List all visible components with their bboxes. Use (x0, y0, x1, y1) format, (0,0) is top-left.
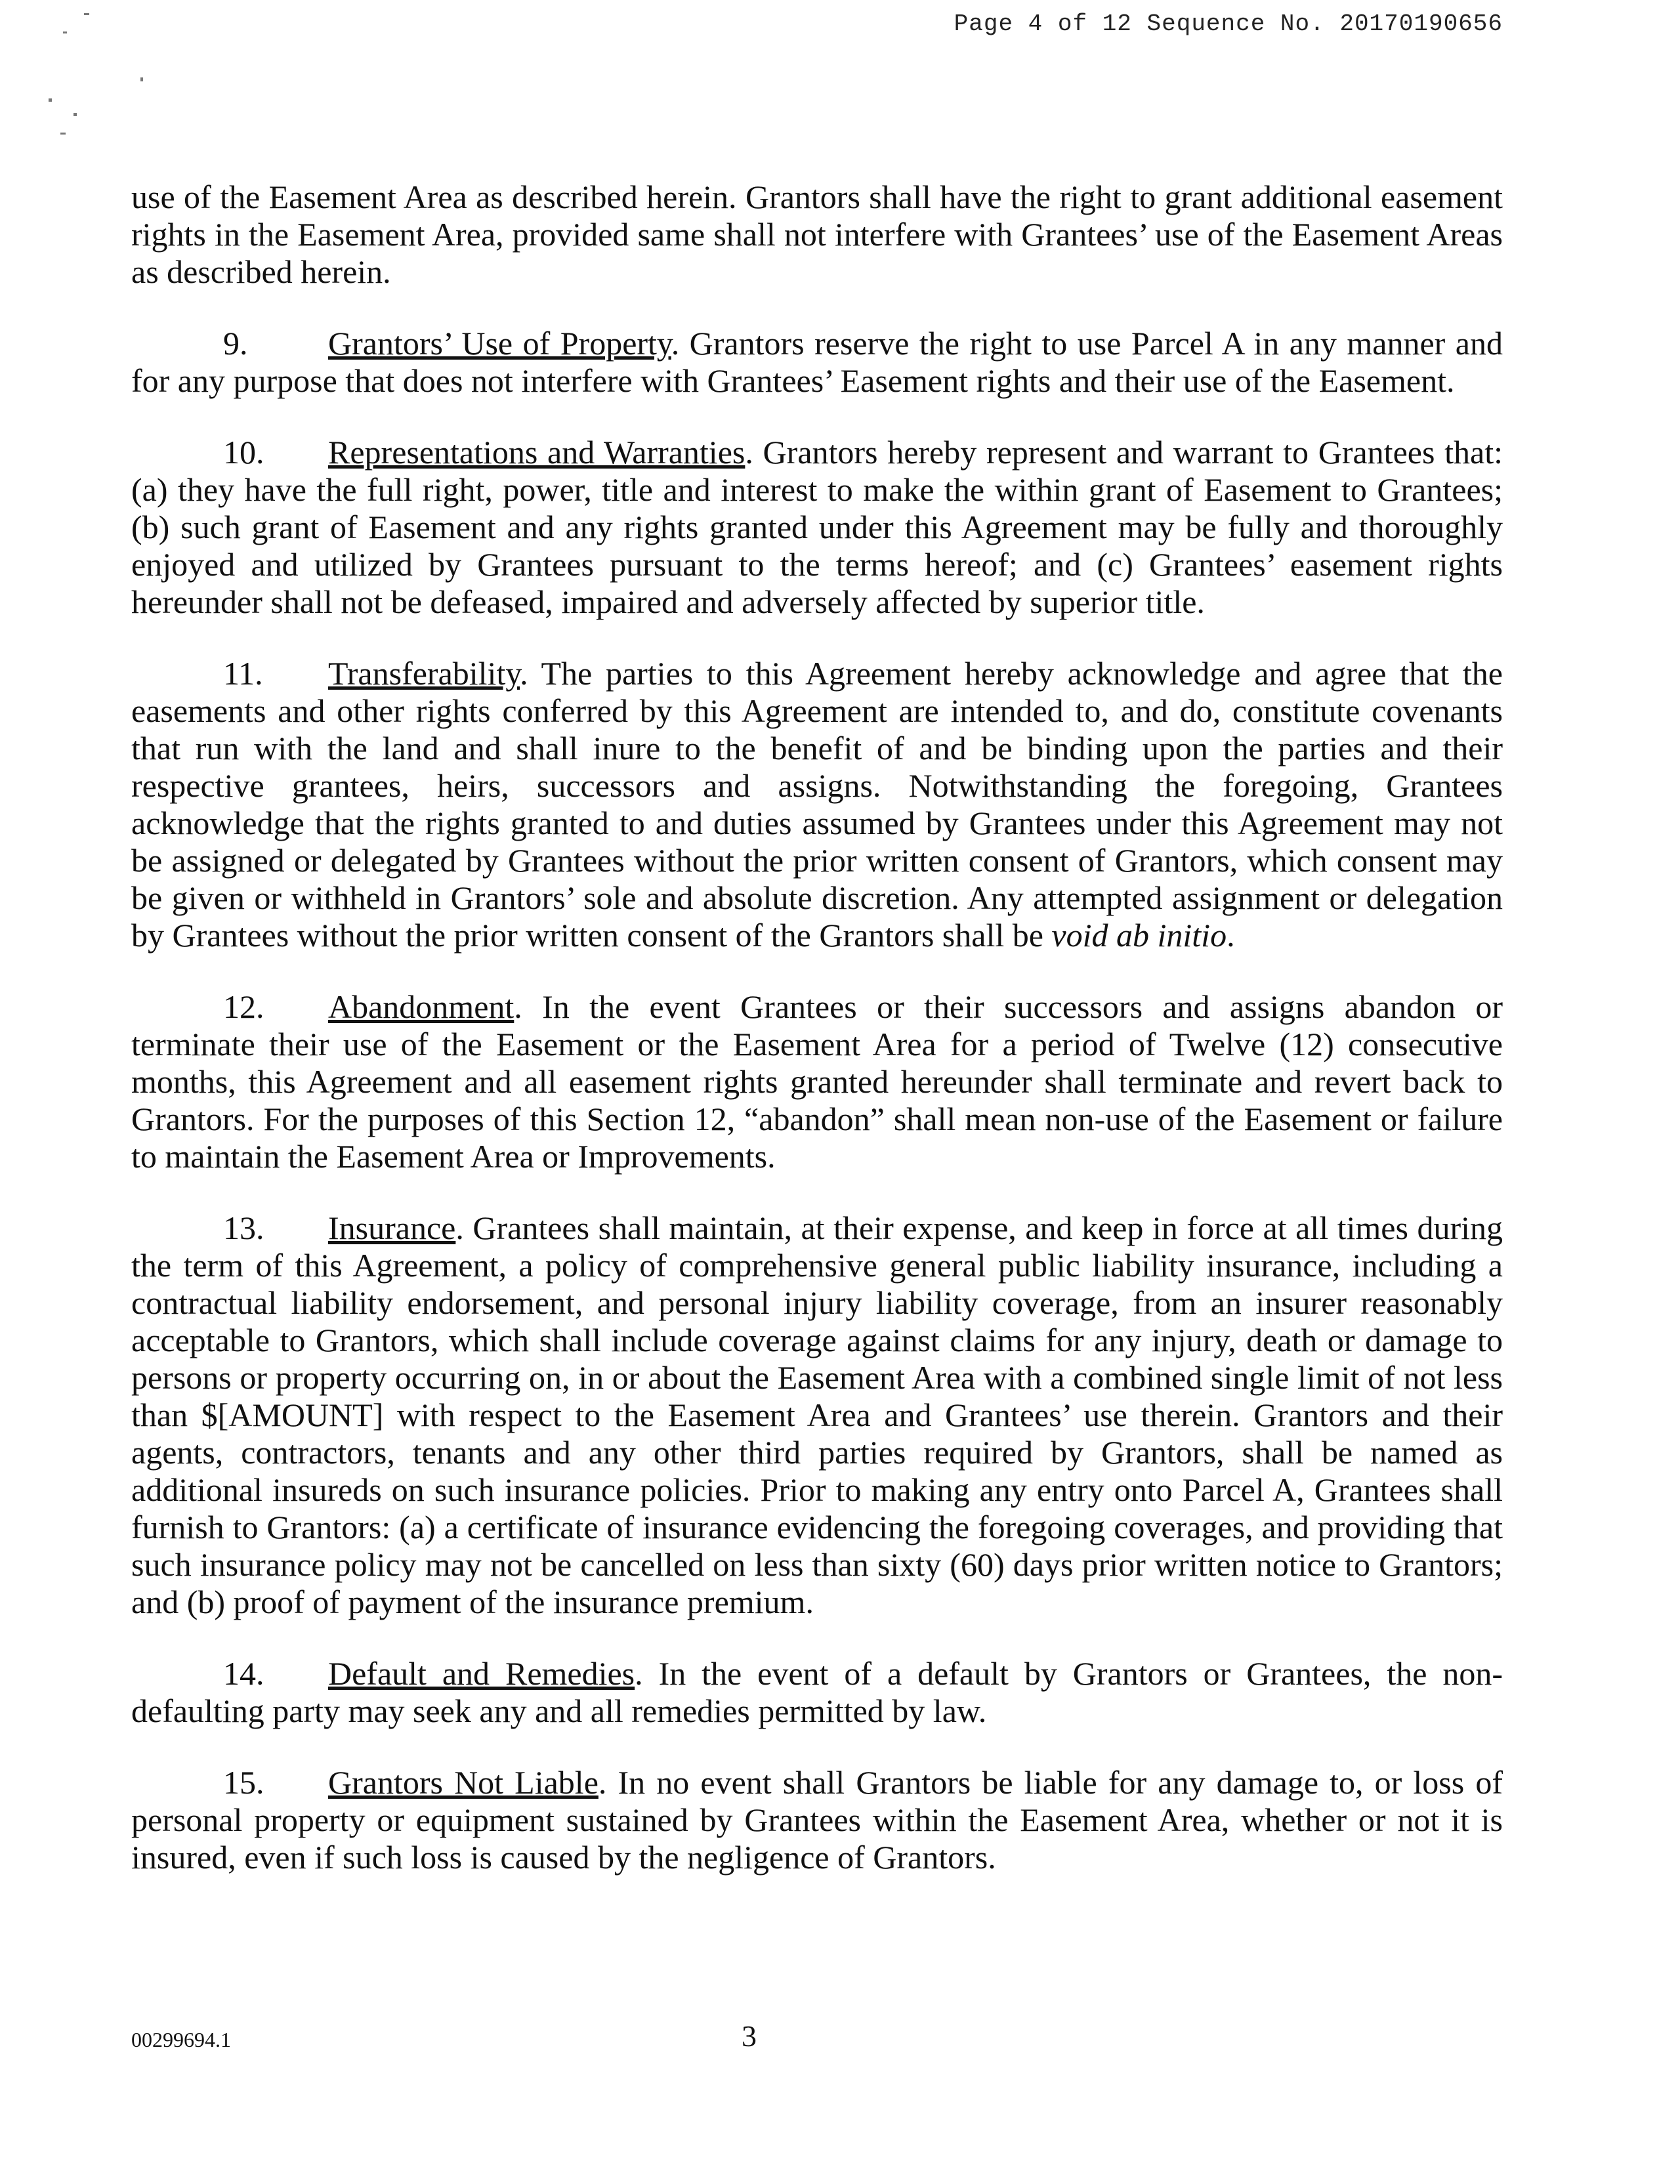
section-number: 9. (223, 325, 248, 362)
paragraph-15 (131, 1764, 1503, 1876)
paragraph-italic: void ab initio (1051, 917, 1227, 954)
document-body (131, 178, 1503, 1910)
paragraph-text: . In the event Grantees or their successors and assigns abandon or terminate their use of the Easement or the Easement Area for a period of Twelve (12) consecutive months, this Agreement and all easement rights granted hereunder shall terminate and revert back to Grantors. For the purposes of this Section 12, “abandon” shall mean non-use of the Easement or failure to maintain the Easement Area or Improvements. (131, 988, 1503, 1175)
paragraph-text: . Grantees shall maintain, at their expense, and keep in force at all times during the term of this Agreement, a policy of comprehensive general public liability insurance, including a contractual liability endorsement, and personal injury liability coverage, from an insurer reasonably acceptable to Grantors, which shall include coverage against claims for any injury, death or damage to persons or property occurring on, in or about the Easement Area with a combined single limit of not less than $[AMOUNT] with respect to the Easement Area and Grantees’ use therein. Grantors and their agents, contractors, tenants and any other third parties required by Grantors, shall be named as additional insureds on such insurance policies. Prior to making any entry onto Parcel A, Grantees shall furnish to Grantors: (a) a certificate of insurance evidencing the foregoing coverages, and providing that such insurance policy may not be cancelled on less than sixty (60) days prior written notice to Grantors; and (b) proof of payment of the insurance premium. (131, 1209, 1503, 1620)
scan-speck (74, 113, 77, 116)
section-number: 13. (223, 1209, 264, 1246)
section-number: 14. (223, 1655, 264, 1692)
scan-speck (49, 98, 52, 102)
footer-document-id: 00299694.1 (131, 2028, 231, 2051)
section-heading: Transferability (328, 655, 520, 692)
paragraph-12 (131, 988, 1503, 1175)
footer-page-number: 3 (742, 2019, 757, 2053)
scan-speck (84, 13, 89, 15)
paragraph-text: . In no event shall Grantors be liable for any damage to, or loss of personal property or equipment sustained by Grantees within the Easement Area, whether or not it is insured, even if such loss is caused by the negligence of Grantors. (131, 1764, 1503, 1876)
paragraph-9 (131, 325, 1503, 400)
section-number: 10. (223, 434, 264, 471)
section-heading: Grantors’ Use of Property (328, 325, 671, 362)
paragraph-continued (131, 178, 1503, 291)
paragraph-10 (131, 434, 1503, 621)
section-heading: Insurance (328, 1209, 456, 1246)
section-heading: Abandonment (328, 988, 514, 1025)
paragraph-11 (131, 655, 1503, 954)
scan-speck (63, 32, 67, 33)
section-heading: Representations and Warranties (328, 434, 746, 471)
paragraph-text-end: . (1227, 917, 1235, 954)
section-number: 12. (223, 988, 264, 1025)
scan-speck (140, 77, 143, 81)
paragraph-text: . In the event of a default by Grantors or Grantees, the non-defaulting party may seek any and all remedies permitted by law. (131, 1655, 1503, 1729)
section-number: 15. (223, 1764, 264, 1801)
paragraph-14 (131, 1655, 1503, 1730)
section-number: 11. (223, 655, 263, 692)
paragraph-13 (131, 1209, 1503, 1621)
paragraph-text: . The parties to this Agreement hereby acknowledge and agree that the easements and other rights conferred by this Agreement are intended to, and do, constitute covenants that run with the land and shall inure to the benefit of and be binding upon the parties and their respective grantees, heirs, successors and assigns. Notwithstanding the foregoing, Grantees acknowledge that the rights granted to and duties assumed by Grantees under this Agreement may not be assigned or delegated by Grantees without the prior written consent of Grantors, which consent may be given or withheld in Grantors’ sole and absolute discretion. Any attempted assignment or delegation by Grantees without the prior written consent of the Grantors shall be (131, 655, 1503, 954)
paragraph-text: . Grantors hereby represent and warrant to Grantees that: (a) they have the full right, power, title and interest to make the within grant of Easement to Grantees; (b) such grant of Easement and any rights granted under this Agreement may be fully and thoroughly enjoyed and utilized by Grantees pursuant to the terms hereof; and (c) Grantees’ easement rights hereunder shall not be defeased, impaired and adversely affected by superior title. (131, 434, 1503, 620)
paragraph-text: . Grantors reserve the right to use Parcel A in any manner and for any purpose that does not interfere with Grantees’ Easement rights and their use of the Easement. (131, 325, 1503, 399)
section-heading: Grantors Not Liable (328, 1764, 598, 1801)
paragraph-text: use of the Easement Area as described herein. Grantors shall have the right to grant additional easement rights in the Easement Area, provided same shall not interfere with Grantees’ use of the Easement Areas as described herein. (131, 178, 1503, 290)
section-heading: Default and Remedies (328, 1655, 635, 1692)
page-sequence-header: Page 4 of 12 Sequence No. 20170190656 (954, 10, 1503, 37)
scan-speck (60, 133, 66, 135)
